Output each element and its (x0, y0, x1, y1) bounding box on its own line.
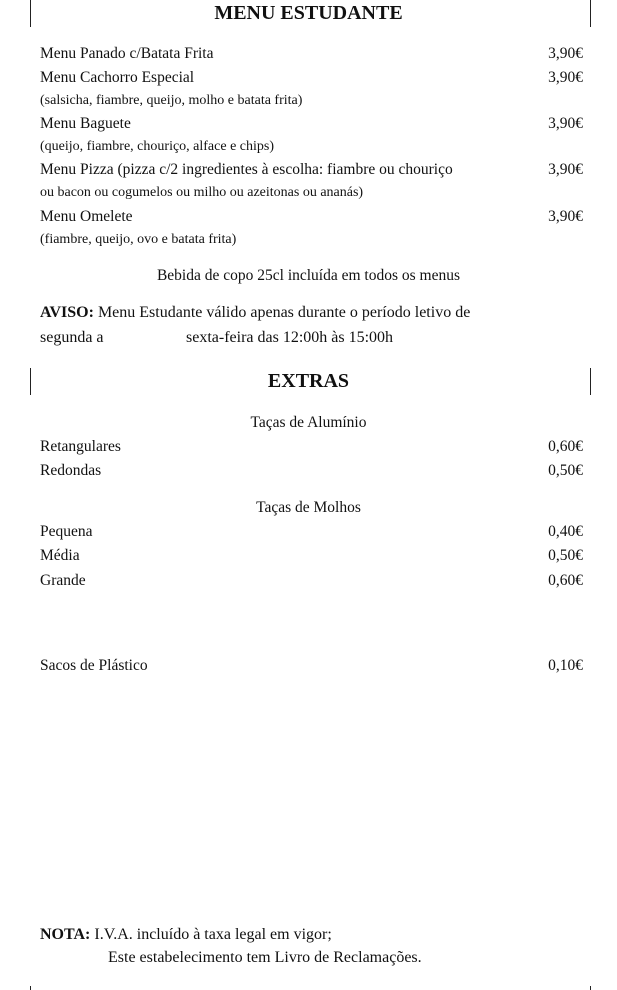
menu-item-price: 3,90€ (548, 161, 583, 178)
drink-note: Bebida de copo 25cl incluída em todos os menus (156, 267, 461, 284)
menu-item-name: Menu Cachorro Especial (40, 69, 195, 86)
menu-item-name: Menu Pizza (pizza c/2 ingredientes à escolha: fiambre ou chouriço (40, 161, 453, 178)
menu-item-name: Menu Baguete (40, 115, 131, 132)
aviso-line-2a: segunda a (40, 329, 104, 346)
nota-line-2: Este estabelecimento tem Livro de Reclamações. (108, 949, 422, 966)
extra-item-price: 0,60€ (548, 572, 583, 589)
border-left-bottom (30, 986, 31, 990)
aviso-label: AVISO: (40, 304, 94, 321)
extra-item-name: Pequena (40, 523, 93, 540)
menu-item-price: 3,90€ (548, 208, 583, 225)
menu-item-name: Menu Panado c/Batata Frita (40, 45, 214, 62)
aviso-text: Menu Estudante válido apenas durante o período letivo de (97, 304, 471, 321)
aluminio-heading: Taças de Alumínio (250, 414, 367, 431)
border-right-bottom (590, 986, 591, 990)
menu-item-desc: (salsicha, fiambre, queijo, molho e batata frita) (40, 93, 303, 108)
extra-item-name: Redondas (40, 462, 102, 479)
extra-item-price: 0,50€ (548, 462, 583, 479)
menu-item-name: Menu Omelete (40, 208, 133, 225)
extras-title: EXTRAS (267, 370, 350, 392)
menu-item-price: 3,90€ (548, 115, 583, 132)
sacos-price: 0,10€ (548, 657, 583, 674)
sacos-name: Sacos de Plástico (40, 657, 148, 674)
extra-item-name: Média (40, 547, 80, 564)
menu-item-desc: ou bacon ou cogumelos ou milho ou azeitonas ou ananás) (40, 185, 364, 200)
menu-item-price: 3,90€ (548, 45, 583, 62)
extra-item-price: 0,60€ (548, 438, 583, 455)
extra-item-price: 0,50€ (548, 547, 583, 564)
aviso-line-2b: sexta-feira das 12:00h às 15:00h (186, 329, 394, 346)
aviso-line-1 (40, 303, 470, 323)
extra-item-name: Retangulares (40, 438, 121, 455)
nota-label: NOTA: (40, 926, 91, 943)
extra-item-price: 0,40€ (548, 523, 583, 540)
menu-item-desc: (queijo, fiambre, chouriço, alface e chips) (40, 139, 275, 154)
nota-text: I.V.A. incluído à taxa legal em vigor; (94, 926, 332, 943)
menu-item-desc: (fiambre, queijo, ovo e batata frita) (40, 232, 237, 247)
nota-line-1 (40, 925, 332, 945)
molhos-heading: Taças de Molhos (256, 499, 361, 516)
menu-title: MENU ESTUDANTE (214, 2, 403, 24)
extra-item-name: Grande (40, 572, 86, 589)
menu-item-price: 3,90€ (548, 69, 583, 86)
